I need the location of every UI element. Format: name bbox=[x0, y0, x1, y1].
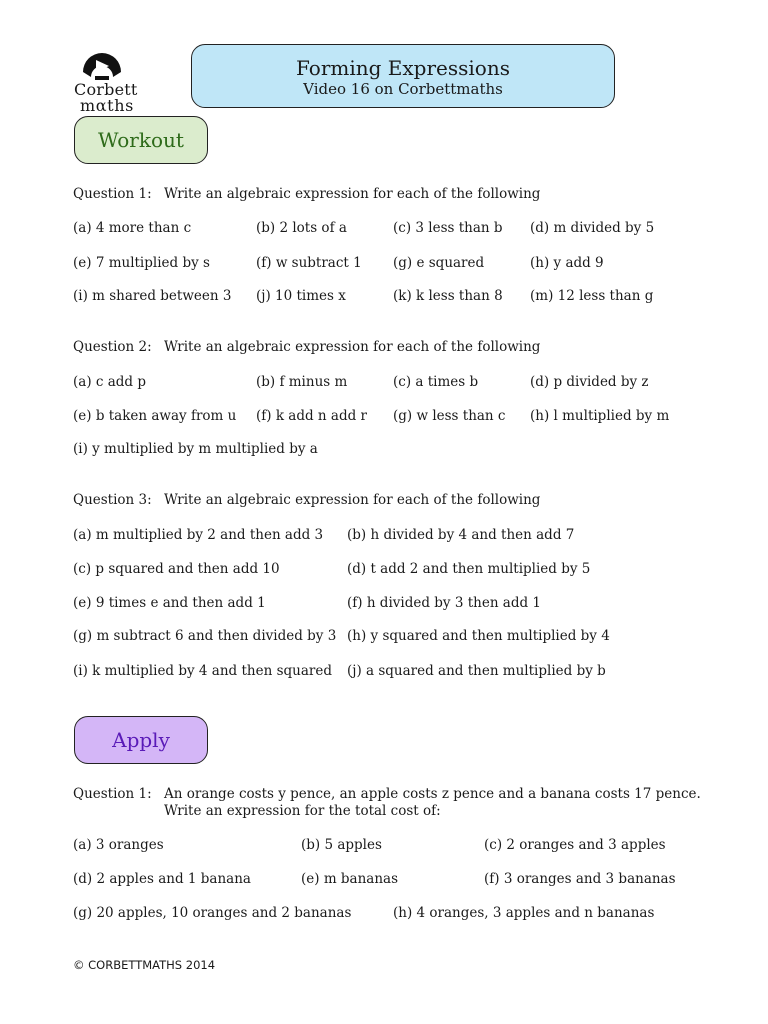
q3-item: (j) a squared and then multiplied by b bbox=[347, 663, 606, 679]
q2-item: (d) p divided by z bbox=[530, 374, 649, 390]
q3-item: (g) m subtract 6 and then divided by 3 bbox=[73, 628, 337, 644]
question-2-label: Question 2: bbox=[73, 339, 152, 355]
apply-item: (f) 3 oranges and 3 bananas bbox=[484, 871, 676, 887]
q1-item: (f) w subtract 1 bbox=[256, 255, 362, 271]
q1-item: (e) 7 multiplied by s bbox=[73, 255, 210, 271]
apply-item: (c) 2 oranges and 3 apples bbox=[484, 837, 666, 853]
apply-item: (d) 2 apples and 1 banana bbox=[73, 871, 251, 887]
q2-item: (h) l multiplied by m bbox=[530, 408, 670, 424]
logo-text-maths: mαths bbox=[80, 96, 134, 115]
q3-item: (f) h divided by 3 then add 1 bbox=[347, 595, 542, 611]
q2-item: (f) k add n add r bbox=[256, 408, 367, 424]
apply-section-label bbox=[74, 716, 208, 764]
corbettmaths-logo bbox=[70, 44, 136, 114]
q1-item: (i) m shared between 3 bbox=[73, 288, 232, 304]
q3-item: (e) 9 times e and then add 1 bbox=[73, 595, 266, 611]
q2-item: (e) b taken away from u bbox=[73, 408, 237, 424]
q1-item: (b) 2 lots of a bbox=[256, 220, 347, 236]
title-box bbox=[191, 44, 615, 108]
apply-item: (h) 4 oranges, 3 apples and n bananas bbox=[393, 905, 655, 921]
q3-item: (d) t add 2 and then multiplied by 5 bbox=[347, 561, 591, 577]
q3-item: (h) y squared and then multiplied by 4 bbox=[347, 628, 610, 644]
q2-item: (i) y multiplied by m multiplied by a bbox=[73, 441, 318, 457]
apply-item: (g) 20 apples, 10 oranges and 2 bananas bbox=[73, 905, 352, 921]
q1-item: (a) 4 more than c bbox=[73, 220, 192, 236]
logo-emblem-icon bbox=[79, 46, 125, 82]
question-1-label: Question 1: bbox=[73, 186, 152, 202]
q3-item: (b) h divided by 4 and then add 7 bbox=[347, 527, 575, 543]
page-title: Forming Expressions bbox=[296, 56, 510, 80]
q2-item: (g) w less than c bbox=[393, 408, 506, 424]
q1-item: (g) e squared bbox=[393, 255, 485, 271]
page-subtitle: Video 16 on Corbettmaths bbox=[303, 80, 503, 98]
apply-item: (a) 3 oranges bbox=[73, 837, 164, 853]
logo-text-corbett: Corbett bbox=[74, 80, 138, 99]
q3-item: (c) p squared and then add 10 bbox=[73, 561, 280, 577]
apply-label-text: Apply bbox=[112, 728, 170, 752]
q3-item: (a) m multiplied by 2 and then add 3 bbox=[73, 527, 324, 543]
apply-question-1-subtext: Write an expression for the total cost of: bbox=[164, 803, 441, 819]
question-3-text: Write an algebraic expression for each of the following bbox=[164, 492, 541, 508]
q2-item: (b) f minus m bbox=[256, 374, 348, 390]
q3-item: (i) k multiplied by 4 and then squared bbox=[73, 663, 332, 679]
q1-item: (j) 10 times x bbox=[256, 288, 346, 304]
question-2-text: Write an algebraic expression for each of the following bbox=[164, 339, 541, 355]
q2-item: (a) c add p bbox=[73, 374, 146, 390]
q2-item: (c) a times b bbox=[393, 374, 479, 390]
q1-item: (h) y add 9 bbox=[530, 255, 604, 271]
q1-item: (m) 12 less than g bbox=[530, 288, 654, 304]
copyright-footer: © CORBETTMATHS 2014 bbox=[73, 958, 216, 972]
apply-question-1-label: Question 1: bbox=[73, 786, 152, 802]
apply-item: (e) m bananas bbox=[301, 871, 399, 887]
apply-item: (b) 5 apples bbox=[301, 837, 382, 853]
workout-section-label bbox=[74, 116, 208, 164]
question-1-text: Write an algebraic expression for each of the following bbox=[164, 186, 541, 202]
q1-item: (d) m divided by 5 bbox=[530, 220, 655, 236]
question-3-label: Question 3: bbox=[73, 492, 152, 508]
workout-label-text: Workout bbox=[98, 128, 184, 152]
q1-item: (c) 3 less than b bbox=[393, 220, 503, 236]
apply-question-1-text: An orange costs y pence, an apple costs z pence and a banana costs 17 pence. bbox=[164, 786, 701, 802]
q1-item: (k) k less than 8 bbox=[393, 288, 503, 304]
